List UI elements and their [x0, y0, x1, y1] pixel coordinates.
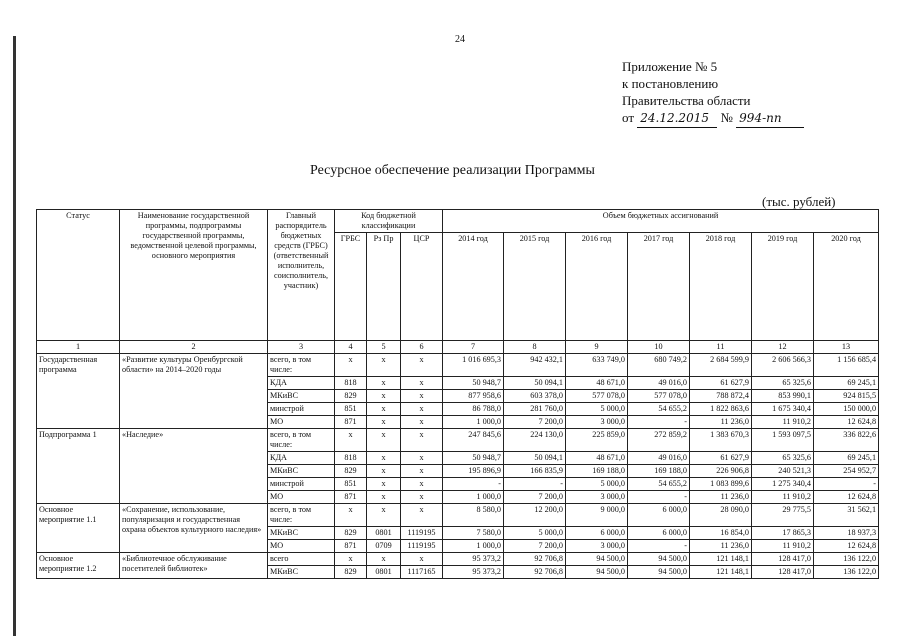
code-grbs-cell: 829: [335, 465, 367, 478]
value-cell: 6 000,0: [628, 504, 690, 527]
value-cell: 247 845,6: [443, 429, 504, 452]
appendix-date-line: [622, 109, 804, 128]
status-cell: Подпрограмма 1: [37, 429, 120, 504]
value-cell: 95 373,2: [443, 553, 504, 566]
header-code-grbs: ГРБС: [335, 233, 367, 341]
value-cell: 5 000,0: [566, 403, 628, 416]
column-number-cell: 8: [504, 341, 566, 354]
value-cell: 224 130,0: [504, 429, 566, 452]
table-row: [37, 553, 879, 566]
value-cell: 12 624,8: [814, 540, 879, 553]
code-csr-cell: x: [401, 377, 443, 390]
code-csr-cell: x: [401, 504, 443, 527]
value-cell: -: [628, 491, 690, 504]
column-number-cell: 10: [628, 341, 690, 354]
value-cell: 7 200,0: [504, 416, 566, 429]
grbs-cell: минстрой: [268, 478, 335, 491]
value-cell: 853 990,1: [752, 390, 814, 403]
value-cell: 169 188,0: [566, 465, 628, 478]
value-cell: 225 859,0: [566, 429, 628, 452]
code-csr-cell: x: [401, 491, 443, 504]
code-rzpr-cell: x: [367, 403, 401, 416]
value-cell: 50 094,1: [504, 377, 566, 390]
value-cell: 8 580,0: [443, 504, 504, 527]
value-cell: 7 200,0: [504, 491, 566, 504]
value-cell: 54 655,2: [628, 478, 690, 491]
value-cell: 11 910,2: [752, 491, 814, 504]
column-number-cell: 12: [752, 341, 814, 354]
appendix-line-3: Правительства области: [622, 93, 751, 108]
code-csr-cell: x: [401, 354, 443, 377]
grbs-cell: всего: [268, 553, 335, 566]
value-cell: 3 000,0: [566, 491, 628, 504]
header-status: Статус: [37, 210, 120, 341]
program-name-cell: «Библиотечное обслуживание посетителей библиотек»: [120, 553, 268, 579]
value-cell: 1 083 899,6: [690, 478, 752, 491]
grbs-cell: МО: [268, 416, 335, 429]
header-year: 2018 год: [690, 233, 752, 341]
code-csr-cell: x: [401, 452, 443, 465]
value-cell: 169 188,0: [628, 465, 690, 478]
code-csr-cell: x: [401, 429, 443, 452]
grbs-cell: МКиВС: [268, 566, 335, 579]
value-cell: 1 156 685,4: [814, 354, 879, 377]
value-cell: 1 016 695,3: [443, 354, 504, 377]
value-cell: 1 675 340,4: [752, 403, 814, 416]
value-cell: -: [628, 540, 690, 553]
value-cell: 226 906,8: [690, 465, 752, 478]
status-cell: Основное мероприятие 1.1: [37, 504, 120, 553]
header-year: 2016 год: [566, 233, 628, 341]
value-cell: 788 872,4: [690, 390, 752, 403]
code-grbs-cell: 871: [335, 540, 367, 553]
value-cell: 11 236,0: [690, 540, 752, 553]
appendix-line-1: Приложение № 5: [622, 59, 718, 74]
value-cell: 6 000,0: [628, 527, 690, 540]
value-cell: 28 090,0: [690, 504, 752, 527]
header-year: 2019 год: [752, 233, 814, 341]
value-cell: 121 148,1: [690, 566, 752, 579]
value-cell: 1 593 097,5: [752, 429, 814, 452]
code-grbs-cell: 851: [335, 403, 367, 416]
value-cell: 166 835,9: [504, 465, 566, 478]
value-cell: -: [443, 478, 504, 491]
value-cell: 1 275 340,4: [752, 478, 814, 491]
code-grbs-cell: 871: [335, 491, 367, 504]
value-cell: 136 122,0: [814, 553, 879, 566]
value-cell: 31 562,1: [814, 504, 879, 527]
value-cell: 11 910,2: [752, 540, 814, 553]
column-number-cell: 4: [335, 341, 367, 354]
header-year: 2015 год: [504, 233, 566, 341]
value-cell: -: [628, 416, 690, 429]
value-cell: 603 378,0: [504, 390, 566, 403]
grbs-cell: КДА: [268, 377, 335, 390]
value-cell: 29 775,5: [752, 504, 814, 527]
grbs-cell: МКиВС: [268, 465, 335, 478]
units-label: (тыс. рублей): [762, 194, 836, 209]
value-cell: 195 896,9: [443, 465, 504, 478]
value-cell: 50 948,7: [443, 452, 504, 465]
value-cell: 12 624,8: [814, 491, 879, 504]
page-number: 24: [455, 34, 465, 45]
header-name: Наименование государственной программы, подпрограммы государственной программы, ведомственной целевой программы, основного мероприятия: [120, 210, 268, 341]
grbs-cell: МО: [268, 540, 335, 553]
value-cell: 94 500,0: [566, 553, 628, 566]
status-cell: Основное мероприятие 1.2: [37, 553, 120, 579]
value-cell: 1 383 670,3: [690, 429, 752, 452]
value-cell: 11 236,0: [690, 416, 752, 429]
table-row: [37, 354, 879, 377]
value-cell: 94 500,0: [628, 566, 690, 579]
resource-table: [36, 209, 879, 579]
grbs-cell: всего, в том числе:: [268, 504, 335, 527]
value-cell: 577 078,0: [566, 390, 628, 403]
value-cell: 54 655,2: [628, 403, 690, 416]
value-cell: -: [504, 478, 566, 491]
value-cell: 95 373,2: [443, 566, 504, 579]
grbs-cell: всего, в том числе:: [268, 354, 335, 377]
column-number-cell: 9: [566, 341, 628, 354]
value-cell: 3 000,0: [566, 416, 628, 429]
code-rzpr-cell: 0709: [367, 540, 401, 553]
value-cell: 9 000,0: [566, 504, 628, 527]
code-grbs-cell: 829: [335, 390, 367, 403]
appendix-number-label: №: [720, 110, 733, 125]
column-number-cell: 1: [37, 341, 120, 354]
value-cell: 1 822 863,6: [690, 403, 752, 416]
code-csr-cell: x: [401, 465, 443, 478]
grbs-cell: КДА: [268, 452, 335, 465]
code-csr-cell: 1119195: [401, 527, 443, 540]
value-cell: 16 854,0: [690, 527, 752, 540]
value-cell: 877 958,6: [443, 390, 504, 403]
value-cell: 65 325,6: [752, 377, 814, 390]
code-csr-cell: x: [401, 416, 443, 429]
value-cell: 680 749,2: [628, 354, 690, 377]
value-cell: 61 627,9: [690, 377, 752, 390]
code-rzpr-cell: x: [367, 504, 401, 527]
grbs-cell: МО: [268, 491, 335, 504]
header-volume-group: Объем бюджетных ассигнований: [443, 210, 879, 233]
code-grbs-cell: x: [335, 504, 367, 527]
appendix-block: [622, 58, 804, 128]
code-rzpr-cell: x: [367, 416, 401, 429]
code-rzpr-cell: 0801: [367, 527, 401, 540]
value-cell: 336 822,6: [814, 429, 879, 452]
code-rzpr-cell: x: [367, 452, 401, 465]
value-cell: 86 788,0: [443, 403, 504, 416]
code-rzpr-cell: x: [367, 377, 401, 390]
value-cell: 49 016,0: [628, 377, 690, 390]
code-grbs-cell: 818: [335, 452, 367, 465]
code-rzpr-cell: x: [367, 390, 401, 403]
value-cell: 7 200,0: [504, 540, 566, 553]
code-csr-cell: 1119195: [401, 540, 443, 553]
column-number-cell: 2: [120, 341, 268, 354]
code-csr-cell: 1117165: [401, 566, 443, 579]
value-cell: -: [814, 478, 879, 491]
value-cell: 5 000,0: [566, 478, 628, 491]
code-rzpr-cell: 0801: [367, 566, 401, 579]
value-cell: 150 000,0: [814, 403, 879, 416]
code-rzpr-cell: x: [367, 354, 401, 377]
value-cell: 48 671,0: [566, 377, 628, 390]
grbs-cell: МКиВС: [268, 527, 335, 540]
column-number-cell: 6: [401, 341, 443, 354]
appendix-date: 24.12.2015: [637, 110, 717, 128]
code-csr-cell: x: [401, 478, 443, 491]
code-rzpr-cell: x: [367, 465, 401, 478]
value-cell: 942 432,1: [504, 354, 566, 377]
value-cell: 69 245,1: [814, 452, 879, 465]
code-grbs-cell: x: [335, 354, 367, 377]
value-cell: 92 706,8: [504, 553, 566, 566]
header-code-csr: ЦСР: [401, 233, 443, 341]
value-cell: 48 671,0: [566, 452, 628, 465]
appendix-line-2: к постановлению: [622, 76, 719, 91]
code-grbs-cell: x: [335, 429, 367, 452]
value-cell: 65 325,6: [752, 452, 814, 465]
value-cell: 2 684 599,9: [690, 354, 752, 377]
value-cell: 128 417,0: [752, 553, 814, 566]
code-csr-cell: x: [401, 390, 443, 403]
value-cell: 1 000,0: [443, 416, 504, 429]
header-year: 2014 год: [443, 233, 504, 341]
column-number-cell: 13: [814, 341, 879, 354]
value-cell: 2 606 566,3: [752, 354, 814, 377]
document-title: Ресурсное обеспечение реализации Программы: [310, 163, 595, 178]
value-cell: 633 749,0: [566, 354, 628, 377]
value-cell: 12 200,0: [504, 504, 566, 527]
code-grbs-cell: x: [335, 553, 367, 566]
column-number-cell: 11: [690, 341, 752, 354]
column-number-row: [37, 341, 879, 354]
value-cell: 5 000,0: [504, 527, 566, 540]
value-cell: 240 521,3: [752, 465, 814, 478]
value-cell: 12 624,8: [814, 416, 879, 429]
appendix-from-label: от: [622, 110, 635, 125]
value-cell: 61 627,9: [690, 452, 752, 465]
code-grbs-cell: 851: [335, 478, 367, 491]
value-cell: 50 094,1: [504, 452, 566, 465]
code-csr-cell: x: [401, 553, 443, 566]
value-cell: 49 016,0: [628, 452, 690, 465]
value-cell: 7 580,0: [443, 527, 504, 540]
value-cell: 18 937,3: [814, 527, 879, 540]
code-grbs-cell: 829: [335, 527, 367, 540]
value-cell: 254 952,7: [814, 465, 879, 478]
column-number-cell: 7: [443, 341, 504, 354]
value-cell: 69 245,1: [814, 377, 879, 390]
grbs-cell: минстрой: [268, 403, 335, 416]
header-code-group: Код бюджетной классификации: [335, 210, 443, 233]
table-row: [37, 429, 879, 452]
value-cell: 128 417,0: [752, 566, 814, 579]
code-rzpr-cell: x: [367, 478, 401, 491]
value-cell: 94 500,0: [566, 566, 628, 579]
value-cell: 121 148,1: [690, 553, 752, 566]
value-cell: 577 078,0: [628, 390, 690, 403]
value-cell: 11 910,2: [752, 416, 814, 429]
program-name-cell: «Сохранение, использование, популяризация и государственная охрана объектов культурного наследия»: [120, 504, 268, 553]
column-number-cell: 3: [268, 341, 335, 354]
code-rzpr-cell: x: [367, 553, 401, 566]
status-cell: Государственная программа: [37, 354, 120, 429]
value-cell: 92 706,8: [504, 566, 566, 579]
value-cell: 272 859,2: [628, 429, 690, 452]
value-cell: 1 000,0: [443, 491, 504, 504]
value-cell: 50 948,7: [443, 377, 504, 390]
header-year: 2020 год: [814, 233, 879, 341]
value-cell: 281 760,0: [504, 403, 566, 416]
header-code-rzpr: Рз Пр: [367, 233, 401, 341]
column-number-cell: 5: [367, 341, 401, 354]
header-year: 2017 год: [628, 233, 690, 341]
code-rzpr-cell: x: [367, 491, 401, 504]
grbs-cell: МКиВС: [268, 390, 335, 403]
binding-edge-line: [13, 36, 16, 636]
code-grbs-cell: 818: [335, 377, 367, 390]
program-name-cell: «Наследие»: [120, 429, 268, 504]
value-cell: 136 122,0: [814, 566, 879, 579]
code-rzpr-cell: x: [367, 429, 401, 452]
value-cell: 11 236,0: [690, 491, 752, 504]
value-cell: 94 500,0: [628, 553, 690, 566]
value-cell: 924 815,5: [814, 390, 879, 403]
value-cell: 3 000,0: [566, 540, 628, 553]
value-cell: 6 000,0: [566, 527, 628, 540]
table-row: [37, 504, 879, 527]
header-grbs-main: Главный распорядитель бюджетных средств (ГРБС) (ответственный исполнитель, соисполнитель, участник): [268, 210, 335, 341]
code-grbs-cell: 829: [335, 566, 367, 579]
appendix-number: 994-пп: [736, 110, 804, 128]
value-cell: 1 000,0: [443, 540, 504, 553]
code-grbs-cell: 871: [335, 416, 367, 429]
program-name-cell: «Развитие культуры Оренбургской области» на 2014–2020 годы: [120, 354, 268, 429]
value-cell: 17 865,3: [752, 527, 814, 540]
grbs-cell: всего, в том числе:: [268, 429, 335, 452]
code-csr-cell: x: [401, 403, 443, 416]
